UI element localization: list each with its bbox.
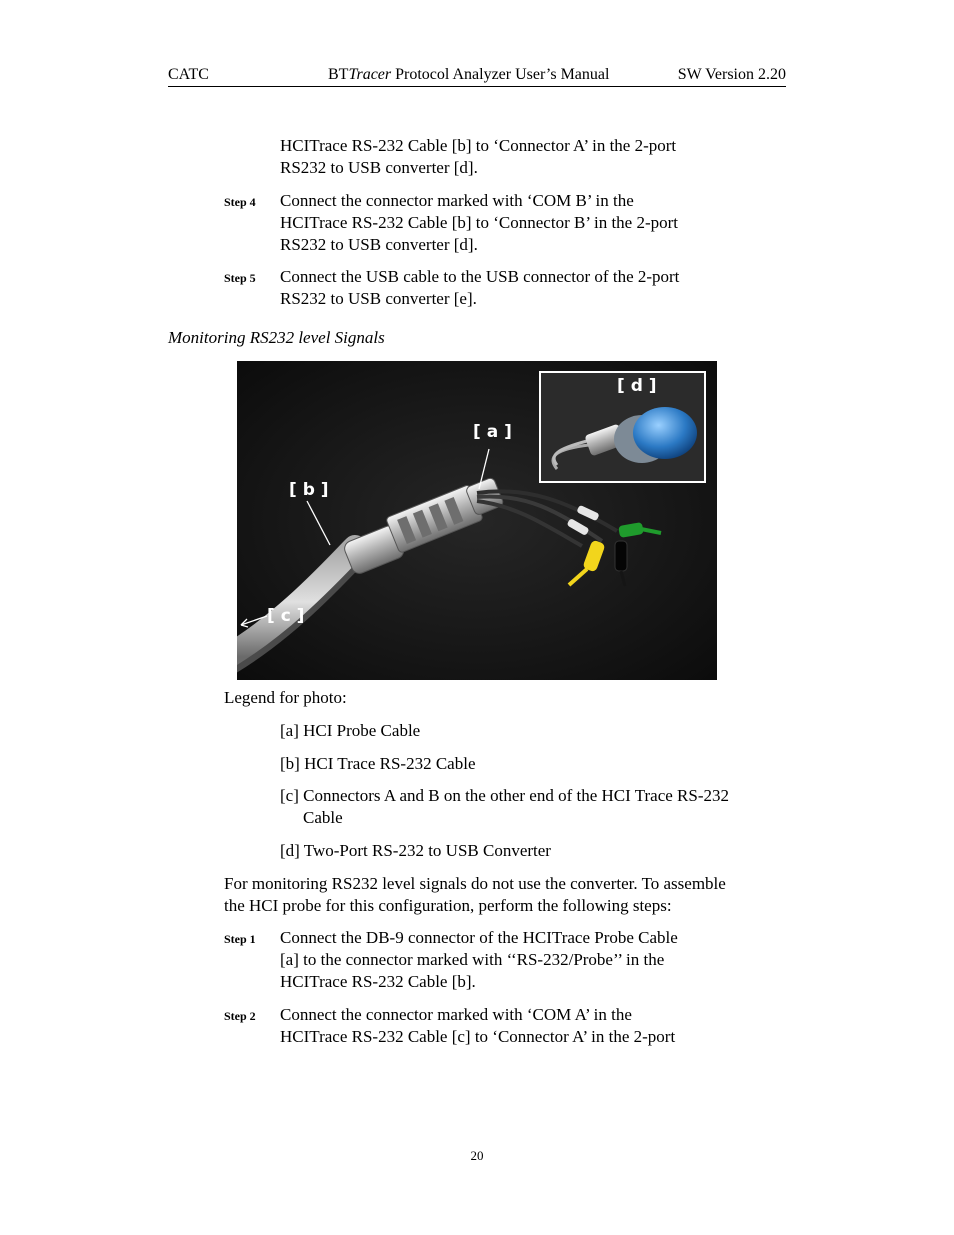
step-line: HCITrace RS-232 Cable [c] to ‘Connector A’ in the 2-port xyxy=(280,1027,676,1046)
page-header xyxy=(168,64,786,87)
step-text xyxy=(280,927,750,993)
section-title: Monitoring RS232 level Signals xyxy=(168,328,385,347)
step-text xyxy=(280,266,750,310)
header-title-prefix: BT xyxy=(328,66,349,83)
callout-label-a: [ a ] xyxy=(473,422,512,442)
header-version: SW Version 2.20 xyxy=(677,66,786,83)
legend-line: [c] Connectors A and B on the other end of the HCI Trace RS-232 xyxy=(280,786,730,805)
step-line: Connect the connector marked with ‘COM B’ in the xyxy=(280,191,634,210)
intro-paragraph xyxy=(224,873,804,917)
legend-item xyxy=(280,785,780,829)
hardware-photo xyxy=(237,361,717,680)
page-number: 20 xyxy=(470,1148,484,1163)
step-line: RS232 to USB converter [d]. xyxy=(280,235,478,254)
legend-line: [d] Two-Port RS-232 to USB Converter xyxy=(280,841,551,860)
paragraph-line: the HCI probe for this configuration, perform the following steps: xyxy=(224,896,672,915)
continuation-line: RS232 to USB converter [d]. xyxy=(280,158,478,177)
paragraph-line: For monitoring RS232 level signals do not use the converter. To assemble xyxy=(224,874,726,893)
step-label: Step 1 xyxy=(224,932,256,946)
step-label: Step 4 xyxy=(224,195,256,209)
step-line: Connect the connector marked with ‘COM A’ in the xyxy=(280,1005,632,1024)
step-label: Step 5 xyxy=(224,271,256,285)
legend-title: Legend for photo: xyxy=(224,688,347,707)
header-title-italic: Tracer xyxy=(348,66,392,83)
step-text xyxy=(280,190,750,256)
continuation-text xyxy=(280,135,750,179)
step-label: Step 2 xyxy=(224,1009,256,1023)
header-company: CATC xyxy=(168,66,209,83)
callout-label-c: [ c ] xyxy=(267,606,305,626)
legend-line: [a] HCI Probe Cable xyxy=(280,721,421,740)
legend-item xyxy=(280,753,780,775)
step-line: [a] to the connector marked with ‘‘RS-232/Probe’’ in the xyxy=(280,950,665,969)
legend-item xyxy=(280,720,780,742)
callout-label-d: [ d ] xyxy=(617,376,657,396)
continuation-line: HCITrace RS-232 Cable [b] to ‘Connector A’ in the 2-port xyxy=(280,136,677,155)
legend-line: [b] HCI Trace RS-232 Cable xyxy=(280,754,476,773)
step-line: Connect the DB-9 connector of the HCITrace Probe Cable xyxy=(280,928,678,947)
step-line: HCITrace RS-232 Cable [b] to ‘Connector B’ in the 2-port xyxy=(280,213,679,232)
photo-illustration xyxy=(237,361,717,680)
legend-item xyxy=(280,840,780,862)
step-line: Connect the USB cable to the USB connector of the 2-port xyxy=(280,267,680,286)
header-title-suffix: Protocol Analyzer User’s Manual xyxy=(391,66,610,83)
step-text xyxy=(280,1004,750,1048)
legend-line: Cable xyxy=(303,808,343,827)
step-line: HCITrace RS-232 Cable [b]. xyxy=(280,972,476,991)
step-line: RS232 to USB converter [e]. xyxy=(280,289,477,308)
callout-label-b: [ b ] xyxy=(289,480,329,500)
header-manual-title xyxy=(328,66,609,84)
